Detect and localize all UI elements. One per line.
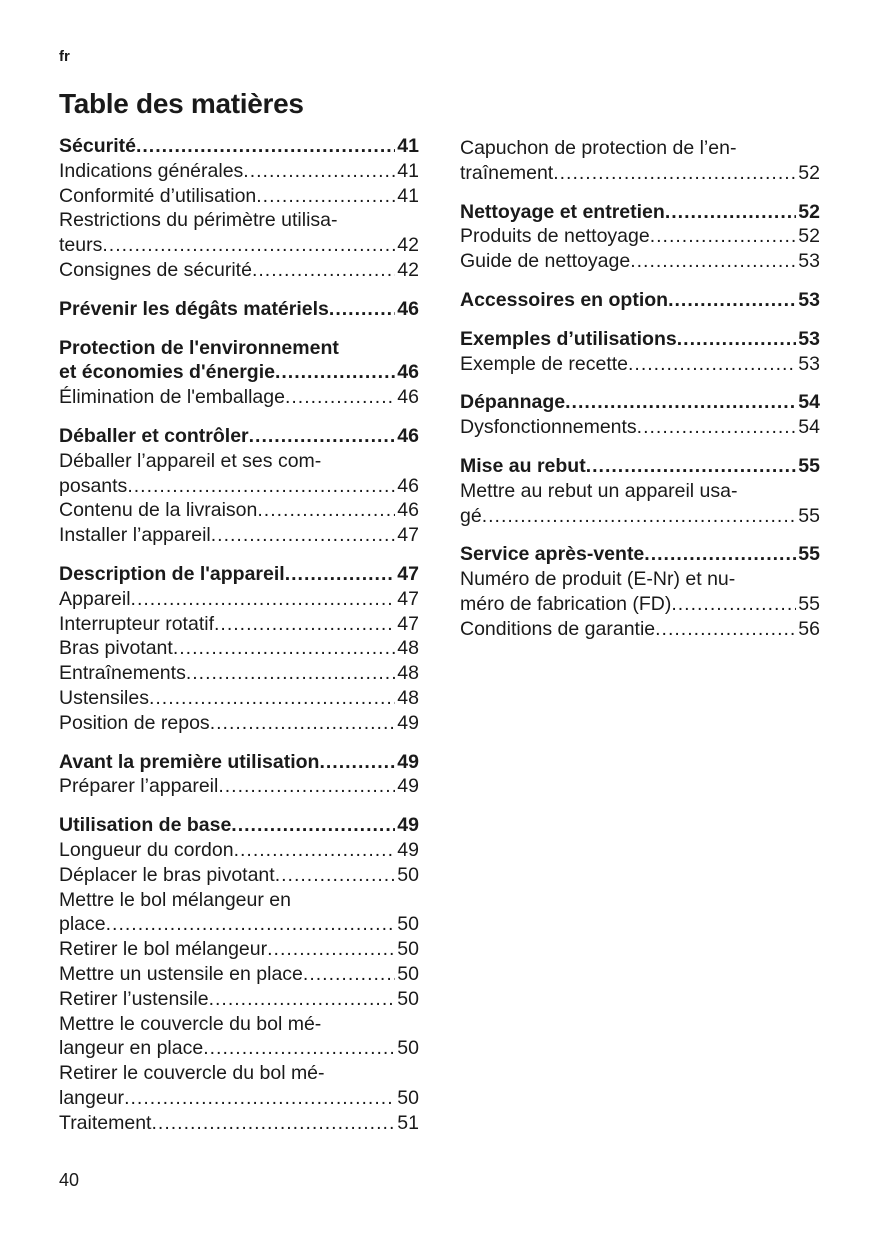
toc-entry-label: Exemple de recette <box>460 352 629 375</box>
dot-leader <box>650 224 797 249</box>
toc-heading-line: Protection de l'environnement <box>59 336 339 359</box>
dot-leader <box>553 161 796 186</box>
toc-entry-label: Élimination de l'emballage <box>59 386 285 409</box>
toc-heading[interactable] <box>460 454 820 479</box>
dot-leader <box>234 838 396 863</box>
toc-heading-label: Avant la première utilisation <box>59 750 320 773</box>
toc-section <box>460 454 820 528</box>
toc-entry[interactable] <box>59 1086 419 1111</box>
toc-entry-label: Position de repos <box>59 711 210 734</box>
toc-entry-page: 53 <box>798 352 820 375</box>
toc-entry-page: 55 <box>798 592 820 615</box>
dot-leader <box>257 498 395 523</box>
toc-heading-label: Nettoyage et entretien <box>460 200 665 223</box>
toc-entry-line: Mettre le couvercle du bol mé- <box>59 1012 322 1035</box>
dot-leader <box>644 542 796 567</box>
toc-entry[interactable] <box>59 612 419 637</box>
toc-entry-page: 46 <box>397 474 419 497</box>
dot-leader <box>151 1111 395 1136</box>
dot-leader <box>243 159 395 184</box>
toc-entry[interactable] <box>59 937 419 962</box>
dot-leader <box>482 504 797 529</box>
dot-leader <box>173 636 395 661</box>
toc-entry[interactable] <box>460 224 820 249</box>
toc-entry[interactable] <box>460 249 820 274</box>
toc-section <box>59 134 419 283</box>
toc-entry-label: Longueur du cordon <box>59 838 234 861</box>
toc-heading[interactable] <box>460 200 820 225</box>
toc-entry-label: Bras pivotant <box>59 637 173 660</box>
toc-section <box>460 136 820 186</box>
dot-leader <box>267 937 395 962</box>
toc-heading-page: 53 <box>798 288 820 311</box>
toc-heading-page: 52 <box>798 200 820 223</box>
toc-heading[interactable] <box>59 562 419 587</box>
toc-entry-label: Consignes de sécurité <box>59 258 252 281</box>
toc-heading-label: Accessoires en option <box>460 288 669 311</box>
toc-entry-label: place <box>59 913 106 936</box>
toc-entry[interactable] <box>59 385 419 410</box>
toc-section <box>460 542 820 641</box>
toc-section <box>460 390 820 440</box>
toc-entry-label: traînement <box>460 161 554 184</box>
toc-entry-page: 53 <box>798 250 820 273</box>
toc-heading-label: Description de l'appareil <box>59 562 285 585</box>
dot-leader <box>677 327 797 352</box>
toc-heading-page: 46 <box>397 424 419 447</box>
toc-entry-label: Installer l’appareil <box>59 524 211 547</box>
toc-heading-page: 55 <box>798 454 820 477</box>
toc-entry-page: 42 <box>397 258 419 281</box>
dot-leader <box>586 454 797 479</box>
toc-entry-page: 49 <box>397 838 419 861</box>
toc-heading[interactable] <box>59 360 419 385</box>
toc-entry[interactable] <box>460 161 820 186</box>
toc-entry[interactable] <box>59 912 419 937</box>
dot-leader <box>665 200 796 225</box>
toc-entry[interactable] <box>59 962 419 987</box>
toc-heading[interactable] <box>460 327 820 352</box>
toc-entry-label: gé <box>460 504 482 527</box>
dot-leader <box>210 711 396 736</box>
dot-leader <box>256 184 395 209</box>
toc-entry-label: Appareil <box>59 587 131 610</box>
toc-entry[interactable] <box>59 233 419 258</box>
toc-entry-page: 48 <box>397 686 419 709</box>
toc-entry[interactable] <box>59 774 419 799</box>
toc-entry[interactable] <box>59 711 419 736</box>
toc-heading-page: 47 <box>397 562 419 585</box>
toc-entry[interactable] <box>460 592 820 617</box>
toc-section <box>59 813 419 1135</box>
toc-section <box>460 288 820 313</box>
dot-leader <box>218 774 395 799</box>
toc-entry-page: 52 <box>798 225 820 248</box>
toc-entry-line: Déballer l’appareil et ses com- <box>59 449 322 472</box>
toc-entry[interactable] <box>59 498 419 523</box>
toc-entry[interactable] <box>59 1036 419 1061</box>
dot-leader <box>249 424 396 449</box>
toc-entry-page: 50 <box>397 863 419 886</box>
toc-entry[interactable] <box>59 987 419 1012</box>
toc-entry-label: Mettre un ustensile en place <box>59 962 303 985</box>
toc-section <box>59 562 419 736</box>
toc-entry-page: 50 <box>397 1037 419 1060</box>
dot-leader <box>149 686 395 711</box>
toc-section <box>460 327 820 377</box>
toc-heading[interactable] <box>460 288 820 313</box>
dot-leader <box>186 661 395 686</box>
toc-entry-label: Produits de nettoyage <box>460 225 650 248</box>
toc-entry[interactable] <box>59 159 419 184</box>
dot-leader <box>303 962 395 987</box>
toc-entry-label: Contenu de la livraison <box>59 499 258 522</box>
toc-heading-label: et économies d'énergie <box>59 361 275 384</box>
toc-entry-line: Restrictions du périmètre utilisa- <box>59 209 338 232</box>
page-title: Table des matières <box>59 88 304 119</box>
toc-section <box>59 336 419 410</box>
toc-entry[interactable] <box>460 352 820 377</box>
toc-entry-label: langeur en place <box>59 1037 204 1060</box>
toc-heading-label: Prévenir les dégâts matériels <box>59 297 329 320</box>
toc-heading[interactable] <box>460 390 820 415</box>
dot-leader <box>630 249 796 274</box>
toc-heading-page: 55 <box>798 543 820 566</box>
toc-entry-line: Numéro de produit (E-Nr) et nu- <box>460 568 736 591</box>
dot-leader <box>106 912 396 937</box>
toc-heading-label: Mise au rebut <box>460 454 586 477</box>
toc-entry-page: 56 <box>798 617 820 640</box>
toc-entry-line: Mettre au rebut un appareil usa- <box>460 479 738 502</box>
toc-entry-page: 42 <box>397 234 419 257</box>
toc-entry-page: 47 <box>397 612 419 635</box>
toc-entry-line: Retirer le couvercle du bol mé- <box>59 1062 325 1085</box>
toc-entry[interactable] <box>59 863 419 888</box>
toc-heading-label: Exemples d’utilisations <box>460 327 677 350</box>
dot-leader <box>211 523 396 548</box>
toc-entry-line: Mettre le bol mélangeur en <box>59 888 291 911</box>
dot-leader <box>319 750 395 775</box>
toc-entry-label: Conditions de garantie <box>460 617 656 640</box>
dot-leader <box>275 360 395 385</box>
toc-entry-label: posants <box>59 474 128 497</box>
dot-leader <box>127 474 395 499</box>
toc-entry-page: 52 <box>798 161 820 184</box>
dot-leader <box>131 587 396 612</box>
toc-entry[interactable] <box>59 686 419 711</box>
dot-leader <box>655 617 796 642</box>
toc-heading[interactable] <box>460 542 820 567</box>
toc-entry-label: Retirer l’ustensile <box>59 987 209 1010</box>
toc-entry-page: 41 <box>397 159 419 182</box>
toc-heading-page: 54 <box>798 391 820 414</box>
toc-entry-line: Capuchon de protection de l’en- <box>460 137 737 159</box>
toc-entry-page: 50 <box>397 938 419 961</box>
toc-entry[interactable] <box>59 636 419 661</box>
toc-entry-page: 55 <box>798 504 820 527</box>
toc-entry-page: 46 <box>397 499 419 522</box>
toc-entry-page: 50 <box>397 913 419 936</box>
toc-heading[interactable] <box>59 424 419 449</box>
toc-entry[interactable] <box>59 838 419 863</box>
toc-heading[interactable] <box>59 750 419 775</box>
toc-entry[interactable] <box>59 184 419 209</box>
toc-entry[interactable] <box>59 258 419 283</box>
dot-leader <box>329 297 395 322</box>
dot-leader <box>214 612 395 637</box>
toc-column-left <box>59 134 419 1149</box>
dot-leader <box>231 813 395 838</box>
toc-heading-label: Dépannage <box>460 391 566 414</box>
toc-entry-label: méro de fabrication (FD) <box>460 592 672 615</box>
toc-heading-page: 49 <box>397 750 419 773</box>
language-code: fr <box>59 48 70 65</box>
toc-entry[interactable] <box>460 415 820 440</box>
toc-entry-page: 50 <box>397 987 419 1010</box>
toc-heading-label: Déballer et contrôler <box>59 424 249 447</box>
toc-entry-page: 54 <box>798 416 820 439</box>
dot-leader <box>285 562 396 587</box>
toc-section <box>59 424 419 548</box>
dot-leader <box>668 288 796 313</box>
toc-entry-label: Guide de nettoyage <box>460 250 631 273</box>
dot-leader <box>275 863 396 888</box>
toc-entry-label: Indications générales <box>59 159 244 182</box>
toc-heading[interactable] <box>59 813 419 838</box>
toc-entry[interactable] <box>59 661 419 686</box>
toc-heading-page: 49 <box>397 814 419 837</box>
toc-entry-page: 48 <box>397 637 419 660</box>
toc-entry-page: 46 <box>397 386 419 409</box>
toc-entry[interactable] <box>59 1111 419 1136</box>
dot-leader <box>102 233 395 258</box>
toc-entry-label: teurs <box>59 234 103 257</box>
dot-leader <box>136 134 395 159</box>
dot-leader <box>124 1086 395 1111</box>
dot-leader <box>285 385 395 410</box>
toc-column-right <box>460 136 820 656</box>
toc-heading-page: 46 <box>397 297 419 320</box>
toc-entry-page: 51 <box>397 1111 419 1134</box>
toc-section <box>59 750 419 800</box>
toc-heading[interactable] <box>59 297 419 322</box>
toc-heading-label: Sécurité <box>59 135 136 157</box>
toc-entry-label: Ustensiles <box>59 686 149 709</box>
toc-entry[interactable] <box>460 504 820 529</box>
toc-entry-page: 49 <box>397 711 419 734</box>
dot-leader <box>565 390 796 415</box>
toc-heading-page: 46 <box>397 361 419 384</box>
toc-heading-label: Service après-vente <box>460 543 645 566</box>
toc-entry-label: Traitement <box>59 1111 152 1134</box>
dot-leader <box>209 987 396 1012</box>
toc-entry[interactable] <box>460 617 820 642</box>
toc-entry-label: Conformité d’utilisation <box>59 184 257 207</box>
toc-entry-label: Retirer le bol mélangeur <box>59 938 268 961</box>
dot-leader <box>628 352 796 377</box>
dot-leader <box>252 258 395 283</box>
toc-entry-page: 49 <box>397 775 419 798</box>
dot-leader <box>637 415 797 440</box>
toc-entry-label: langeur <box>59 1086 125 1109</box>
toc-section <box>59 297 419 322</box>
toc-entry-label: Préparer l’appareil <box>59 775 219 798</box>
toc-section <box>460 200 820 274</box>
toc-entry-label: Dysfonctionnements <box>460 416 637 439</box>
toc-entry-label: Déplacer le bras pivotant <box>59 863 275 886</box>
toc-heading-label: Utilisation de base <box>59 814 232 837</box>
page-number: 40 <box>59 1170 80 1190</box>
toc-heading[interactable] <box>59 134 419 159</box>
toc-entry[interactable] <box>59 587 419 612</box>
toc-entry-page: 48 <box>397 662 419 685</box>
dot-leader <box>203 1036 395 1061</box>
toc-heading-page: 41 <box>397 135 419 157</box>
toc-entry-page: 50 <box>397 1086 419 1109</box>
toc-heading-page: 53 <box>798 327 820 350</box>
toc-entry-page: 50 <box>397 962 419 985</box>
toc-entry[interactable] <box>59 474 419 499</box>
toc-entry-label: Entraînements <box>59 662 186 685</box>
toc-entry-page: 41 <box>397 184 419 207</box>
toc-entry-page: 47 <box>397 587 419 610</box>
toc-entry-page: 47 <box>397 524 419 547</box>
toc-entry[interactable] <box>59 523 419 548</box>
toc-entry-label: Interrupteur rotatif <box>59 612 214 635</box>
dot-leader <box>671 592 796 617</box>
